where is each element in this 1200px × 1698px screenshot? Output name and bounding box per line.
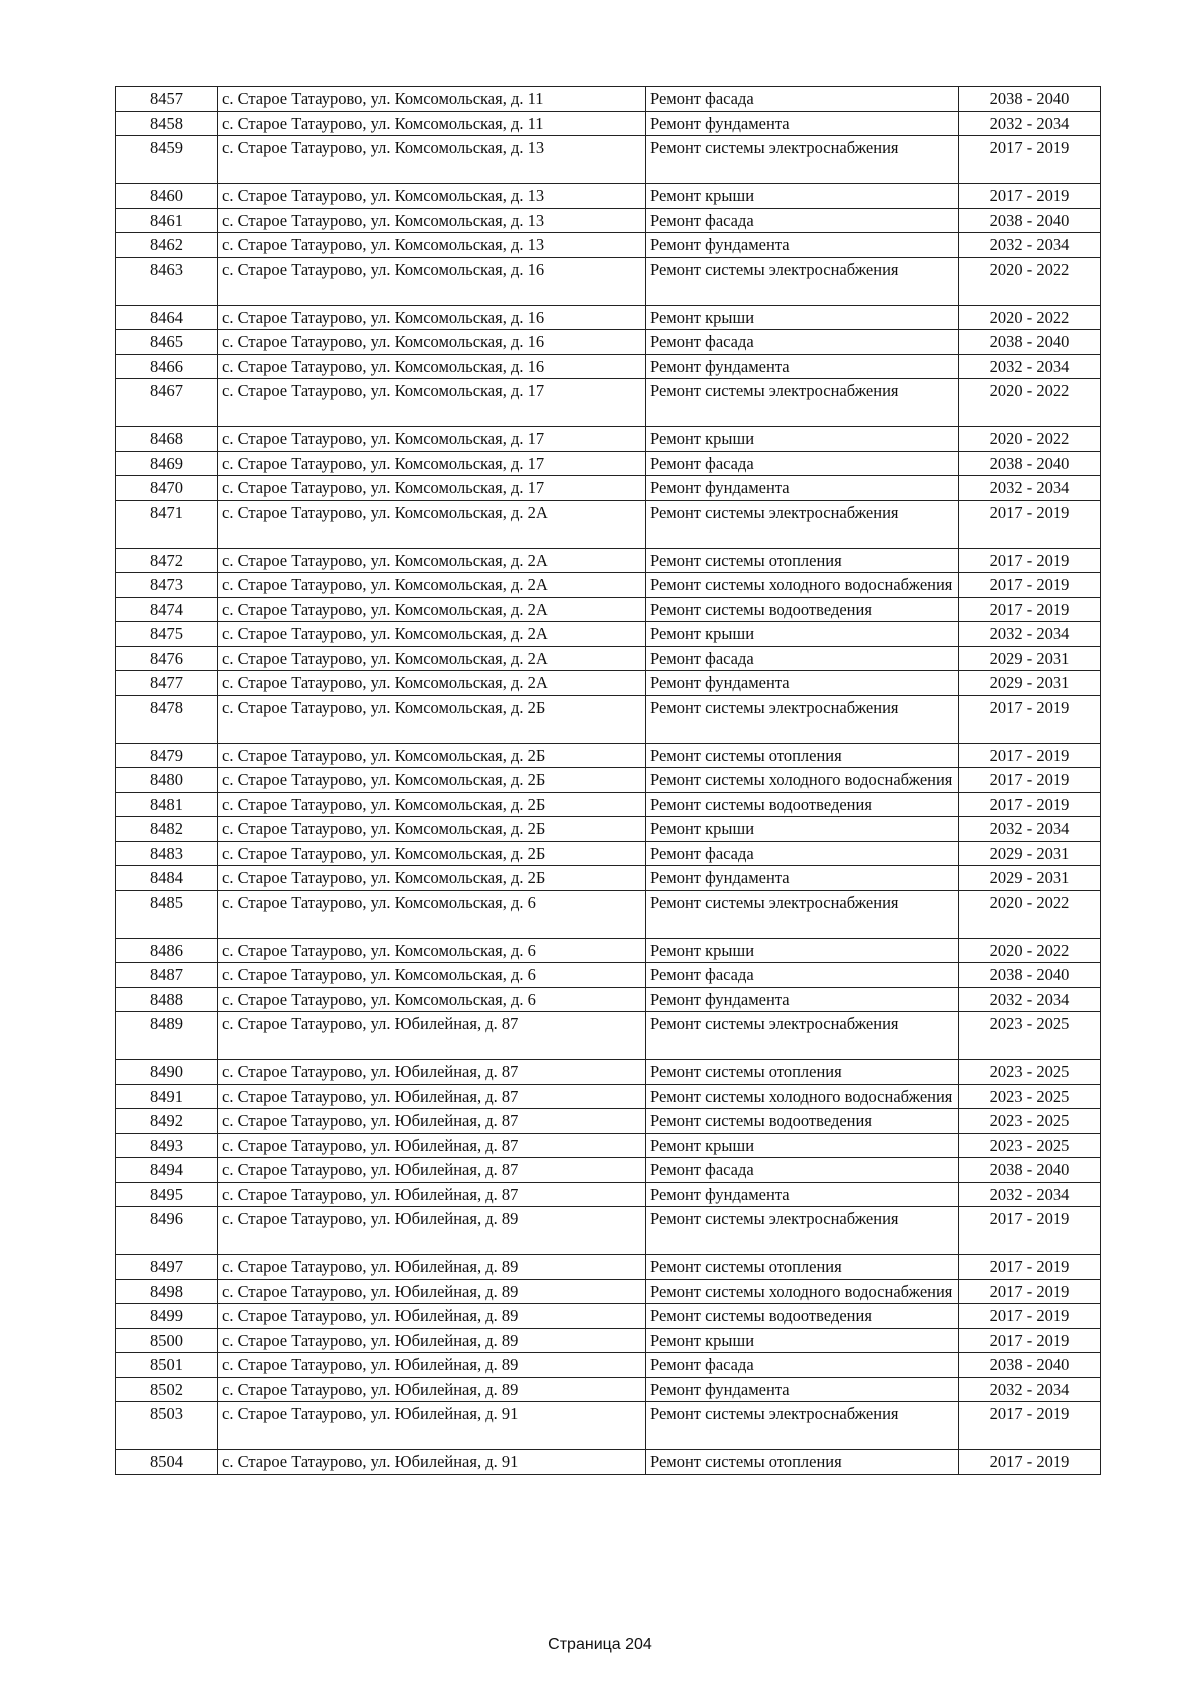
period-cell: 2017 - 2019 (959, 1207, 1101, 1255)
row-number-cell: 8484 (116, 866, 218, 891)
address-cell: с. Старое Татаурово, ул. Комсомольская, д. 13 (218, 233, 646, 258)
period-cell: 2032 - 2034 (959, 987, 1101, 1012)
row-number-cell: 8466 (116, 354, 218, 379)
period-cell: 2038 - 2040 (959, 330, 1101, 355)
row-number-cell: 8498 (116, 1279, 218, 1304)
address-cell: с. Старое Татаурово, ул. Комсомольская, д. 16 (218, 354, 646, 379)
table-row (116, 817, 1101, 842)
address-cell: с. Старое Татаурово, ул. Комсомольская, д. 16 (218, 305, 646, 330)
row-number-cell: 8464 (116, 305, 218, 330)
work-type-cell: Ремонт фасада (646, 330, 959, 355)
period-cell: 2020 - 2022 (959, 427, 1101, 452)
row-number-cell: 8468 (116, 427, 218, 452)
table-row (116, 866, 1101, 891)
address-cell: с. Старое Татаурово, ул. Комсомольская, д. 2А (218, 573, 646, 598)
table-row (116, 1353, 1101, 1378)
work-type-cell: Ремонт системы электроснабжения (646, 890, 959, 938)
row-number-cell: 8462 (116, 233, 218, 258)
period-cell: 2038 - 2040 (959, 208, 1101, 233)
period-cell: 2032 - 2034 (959, 817, 1101, 842)
row-number-cell: 8461 (116, 208, 218, 233)
work-type-cell: Ремонт фасада (646, 1353, 959, 1378)
period-cell: 2017 - 2019 (959, 136, 1101, 184)
period-cell: 2017 - 2019 (959, 695, 1101, 743)
address-cell: с. Старое Татаурово, ул. Комсомольская, д. 17 (218, 476, 646, 501)
table-row (116, 1012, 1101, 1060)
table-row (116, 622, 1101, 647)
row-number-cell: 8479 (116, 743, 218, 768)
address-cell: с. Старое Татаурово, ул. Комсомольская, д. 2А (218, 646, 646, 671)
work-type-cell: Ремонт крыши (646, 1328, 959, 1353)
row-number-cell: 8481 (116, 792, 218, 817)
address-cell: с. Старое Татаурово, ул. Комсомольская, д. 2Б (218, 792, 646, 817)
address-cell: с. Старое Татаурово, ул. Юбилейная, д. 89 (218, 1255, 646, 1280)
period-cell: 2038 - 2040 (959, 87, 1101, 112)
address-cell: с. Старое Татаурово, ул. Юбилейная, д. 89 (218, 1207, 646, 1255)
period-cell: 2020 - 2022 (959, 305, 1101, 330)
period-cell: 2032 - 2034 (959, 476, 1101, 501)
row-number-cell: 8495 (116, 1182, 218, 1207)
table-row (116, 379, 1101, 427)
table-row (116, 743, 1101, 768)
work-type-cell: Ремонт фундамента (646, 987, 959, 1012)
address-cell: с. Старое Татаурово, ул. Комсомольская, д. 2А (218, 500, 646, 548)
table-row (116, 1133, 1101, 1158)
address-cell: с. Старое Татаурово, ул. Комсомольская, д. 11 (218, 111, 646, 136)
work-type-cell: Ремонт крыши (646, 622, 959, 647)
address-cell: с. Старое Татаурово, ул. Комсомольская, д. 2Б (218, 695, 646, 743)
table-row (116, 1182, 1101, 1207)
table-row (116, 1255, 1101, 1280)
work-type-cell: Ремонт системы холодного водоснабжения (646, 1279, 959, 1304)
address-cell: с. Старое Татаурово, ул. Юбилейная, д. 89 (218, 1377, 646, 1402)
row-number-cell: 8490 (116, 1060, 218, 1085)
address-cell: с. Старое Татаурово, ул. Комсомольская, д. 11 (218, 87, 646, 112)
address-cell: с. Старое Татаурово, ул. Комсомольская, д. 2Б (218, 817, 646, 842)
row-number-cell: 8474 (116, 597, 218, 622)
row-number-cell: 8500 (116, 1328, 218, 1353)
row-number-cell: 8459 (116, 136, 218, 184)
table-row (116, 1402, 1101, 1450)
period-cell: 2020 - 2022 (959, 890, 1101, 938)
address-cell: с. Старое Татаурово, ул. Комсомольская, д. 13 (218, 136, 646, 184)
period-cell: 2038 - 2040 (959, 963, 1101, 988)
work-type-cell: Ремонт фундамента (646, 233, 959, 258)
period-cell: 2029 - 2031 (959, 671, 1101, 696)
period-cell: 2032 - 2034 (959, 111, 1101, 136)
address-cell: с. Старое Татаурово, ул. Комсомольская, д. 6 (218, 938, 646, 963)
work-type-cell: Ремонт системы электроснабжения (646, 136, 959, 184)
work-type-cell: Ремонт системы электроснабжения (646, 500, 959, 548)
table-row (116, 597, 1101, 622)
period-cell: 2020 - 2022 (959, 938, 1101, 963)
row-number-cell: 8470 (116, 476, 218, 501)
period-cell: 2029 - 2031 (959, 841, 1101, 866)
row-number-cell: 8485 (116, 890, 218, 938)
document-page (115, 86, 1100, 1475)
period-cell: 2023 - 2025 (959, 1133, 1101, 1158)
row-number-cell: 8487 (116, 963, 218, 988)
table-row (116, 671, 1101, 696)
row-number-cell: 8503 (116, 1402, 218, 1450)
table-row (116, 646, 1101, 671)
work-type-cell: Ремонт фасада (646, 963, 959, 988)
work-type-cell: Ремонт системы холодного водоснабжения (646, 768, 959, 793)
row-number-cell: 8457 (116, 87, 218, 112)
row-number-cell: 8473 (116, 573, 218, 598)
page-number: Страница 204 (548, 1636, 652, 1653)
period-cell: 2038 - 2040 (959, 1353, 1101, 1378)
table-row (116, 1450, 1101, 1475)
work-type-cell: Ремонт системы электроснабжения (646, 1207, 959, 1255)
row-number-cell: 8480 (116, 768, 218, 793)
address-cell: с. Старое Татаурово, ул. Юбилейная, д. 87 (218, 1182, 646, 1207)
work-type-cell: Ремонт системы электроснабжения (646, 257, 959, 305)
period-cell: 2017 - 2019 (959, 597, 1101, 622)
work-type-cell: Ремонт системы водоотведения (646, 1304, 959, 1329)
period-cell: 2017 - 2019 (959, 573, 1101, 598)
address-cell: с. Старое Татаурово, ул. Комсомольская, д. 17 (218, 451, 646, 476)
address-cell: с. Старое Татаурово, ул. Юбилейная, д. 89 (218, 1279, 646, 1304)
row-number-cell: 8482 (116, 817, 218, 842)
period-cell: 2029 - 2031 (959, 866, 1101, 891)
address-cell: с. Старое Татаурово, ул. Комсомольская, д. 2Б (218, 866, 646, 891)
table-body (116, 87, 1101, 1475)
work-type-cell: Ремонт фасада (646, 451, 959, 476)
address-cell: с. Старое Татаурово, ул. Комсомольская, д. 2А (218, 597, 646, 622)
work-type-cell: Ремонт фасада (646, 646, 959, 671)
period-cell: 2017 - 2019 (959, 1279, 1101, 1304)
work-type-cell: Ремонт крыши (646, 817, 959, 842)
row-number-cell: 8501 (116, 1353, 218, 1378)
work-type-cell: Ремонт системы отопления (646, 743, 959, 768)
row-number-cell: 8476 (116, 646, 218, 671)
period-cell: 2023 - 2025 (959, 1084, 1101, 1109)
table-row (116, 1304, 1101, 1329)
period-cell: 2023 - 2025 (959, 1060, 1101, 1085)
work-type-cell: Ремонт системы водоотведения (646, 597, 959, 622)
table-row (116, 548, 1101, 573)
period-cell: 2017 - 2019 (959, 548, 1101, 573)
period-cell: 2017 - 2019 (959, 792, 1101, 817)
period-cell: 2017 - 2019 (959, 500, 1101, 548)
work-type-cell: Ремонт системы холодного водоснабжения (646, 1084, 959, 1109)
work-type-cell: Ремонт фундамента (646, 476, 959, 501)
period-cell: 2032 - 2034 (959, 354, 1101, 379)
address-cell: с. Старое Татаурово, ул. Юбилейная, д. 89 (218, 1304, 646, 1329)
table-row (116, 1279, 1101, 1304)
work-type-cell: Ремонт системы водоотведения (646, 1109, 959, 1134)
work-type-cell: Ремонт крыши (646, 427, 959, 452)
table-row (116, 963, 1101, 988)
period-cell: 2017 - 2019 (959, 1402, 1101, 1450)
period-cell: 2032 - 2034 (959, 233, 1101, 258)
period-cell: 2023 - 2025 (959, 1012, 1101, 1060)
row-number-cell: 8478 (116, 695, 218, 743)
period-cell: 2017 - 2019 (959, 184, 1101, 209)
address-cell: с. Старое Татаурово, ул. Комсомольская, д. 13 (218, 208, 646, 233)
table-row (116, 257, 1101, 305)
work-type-cell: Ремонт фасада (646, 87, 959, 112)
row-number-cell: 8465 (116, 330, 218, 355)
table-row (116, 305, 1101, 330)
table-row (116, 1207, 1101, 1255)
work-type-cell: Ремонт системы электроснабжения (646, 1402, 959, 1450)
address-cell: с. Старое Татаурово, ул. Комсомольская, д. 17 (218, 379, 646, 427)
row-number-cell: 8489 (116, 1012, 218, 1060)
work-type-cell: Ремонт системы электроснабжения (646, 695, 959, 743)
work-type-cell: Ремонт системы отопления (646, 1255, 959, 1280)
work-type-cell: Ремонт фасада (646, 208, 959, 233)
work-type-cell: Ремонт фундамента (646, 1377, 959, 1402)
row-number-cell: 8492 (116, 1109, 218, 1134)
work-type-cell: Ремонт фасада (646, 841, 959, 866)
work-type-cell: Ремонт крыши (646, 1133, 959, 1158)
address-cell: с. Старое Татаурово, ул. Юбилейная, д. 89 (218, 1328, 646, 1353)
table-row (116, 573, 1101, 598)
row-number-cell: 8475 (116, 622, 218, 647)
row-number-cell: 8502 (116, 1377, 218, 1402)
work-type-cell: Ремонт крыши (646, 938, 959, 963)
period-cell: 2020 - 2022 (959, 379, 1101, 427)
row-number-cell: 8458 (116, 111, 218, 136)
address-cell: с. Старое Татаурово, ул. Юбилейная, д. 87 (218, 1158, 646, 1183)
period-cell: 2032 - 2034 (959, 622, 1101, 647)
table-row (116, 1328, 1101, 1353)
period-cell: 2038 - 2040 (959, 451, 1101, 476)
table-row (116, 500, 1101, 548)
period-cell: 2017 - 2019 (959, 1450, 1101, 1475)
work-type-cell: Ремонт фундамента (646, 1182, 959, 1207)
table-row (116, 354, 1101, 379)
table-row (116, 938, 1101, 963)
row-number-cell: 8491 (116, 1084, 218, 1109)
work-type-cell: Ремонт системы отопления (646, 1450, 959, 1475)
row-number-cell: 8494 (116, 1158, 218, 1183)
work-type-cell: Ремонт системы отопления (646, 1060, 959, 1085)
table-row (116, 1158, 1101, 1183)
table-row (116, 1084, 1101, 1109)
row-number-cell: 8486 (116, 938, 218, 963)
address-cell: с. Старое Татаурово, ул. Комсомольская, д. 6 (218, 987, 646, 1012)
row-number-cell: 8471 (116, 500, 218, 548)
address-cell: с. Старое Татаурово, ул. Юбилейная, д. 91 (218, 1450, 646, 1475)
period-cell: 2017 - 2019 (959, 743, 1101, 768)
row-number-cell: 8467 (116, 379, 218, 427)
work-type-cell: Ремонт фундамента (646, 866, 959, 891)
period-cell: 2038 - 2040 (959, 1158, 1101, 1183)
table-row (116, 768, 1101, 793)
period-cell: 2020 - 2022 (959, 257, 1101, 305)
address-cell: с. Старое Татаурово, ул. Комсомольская, д. 2Б (218, 841, 646, 866)
table-row (116, 111, 1101, 136)
row-number-cell: 8472 (116, 548, 218, 573)
table-row (116, 184, 1101, 209)
address-cell: с. Старое Татаурово, ул. Юбилейная, д. 91 (218, 1402, 646, 1450)
period-cell: 2029 - 2031 (959, 646, 1101, 671)
table-row (116, 792, 1101, 817)
period-cell: 2023 - 2025 (959, 1109, 1101, 1134)
address-cell: с. Старое Татаурово, ул. Юбилейная, д. 87 (218, 1109, 646, 1134)
row-number-cell: 8488 (116, 987, 218, 1012)
row-number-cell: 8504 (116, 1450, 218, 1475)
table-row (116, 1060, 1101, 1085)
work-type-cell: Ремонт фундамента (646, 671, 959, 696)
table-row (116, 233, 1101, 258)
row-number-cell: 8497 (116, 1255, 218, 1280)
address-cell: с. Старое Татаурово, ул. Комсомольская, д. 17 (218, 427, 646, 452)
row-number-cell: 8483 (116, 841, 218, 866)
address-cell: с. Старое Татаурово, ул. Комсомольская, д. 2А (218, 548, 646, 573)
address-cell: с. Старое Татаурово, ул. Юбилейная, д. 87 (218, 1012, 646, 1060)
table-row (116, 208, 1101, 233)
row-number-cell: 8477 (116, 671, 218, 696)
address-cell: с. Старое Татаурово, ул. Комсомольская, д. 2Б (218, 768, 646, 793)
row-number-cell: 8460 (116, 184, 218, 209)
row-number-cell: 8496 (116, 1207, 218, 1255)
table-row (116, 1109, 1101, 1134)
period-cell: 2032 - 2034 (959, 1182, 1101, 1207)
table-row (116, 87, 1101, 112)
address-cell: с. Старое Татаурово, ул. Комсомольская, д. 16 (218, 330, 646, 355)
address-cell: с. Старое Татаурово, ул. Юбилейная, д. 87 (218, 1084, 646, 1109)
repair-schedule-table (115, 86, 1101, 1475)
work-type-cell: Ремонт фундамента (646, 354, 959, 379)
work-type-cell: Ремонт системы электроснабжения (646, 379, 959, 427)
table-row (116, 841, 1101, 866)
table-row (116, 330, 1101, 355)
address-cell: с. Старое Татаурово, ул. Комсомольская, д. 16 (218, 257, 646, 305)
work-type-cell: Ремонт крыши (646, 184, 959, 209)
work-type-cell: Ремонт крыши (646, 305, 959, 330)
address-cell: с. Старое Татаурово, ул. Юбилейная, д. 87 (218, 1133, 646, 1158)
period-cell: 2032 - 2034 (959, 1377, 1101, 1402)
row-number-cell: 8463 (116, 257, 218, 305)
work-type-cell: Ремонт системы водоотведения (646, 792, 959, 817)
work-type-cell: Ремонт фундамента (646, 111, 959, 136)
row-number-cell: 8493 (116, 1133, 218, 1158)
table-row (116, 987, 1101, 1012)
period-cell: 2017 - 2019 (959, 1328, 1101, 1353)
address-cell: с. Старое Татаурово, ул. Комсомольская, д. 2Б (218, 743, 646, 768)
period-cell: 2017 - 2019 (959, 1255, 1101, 1280)
row-number-cell: 8499 (116, 1304, 218, 1329)
address-cell: с. Старое Татаурово, ул. Юбилейная, д. 87 (218, 1060, 646, 1085)
table-row (116, 136, 1101, 184)
work-type-cell: Ремонт системы электроснабжения (646, 1012, 959, 1060)
table-row (116, 890, 1101, 938)
period-cell: 2017 - 2019 (959, 1304, 1101, 1329)
address-cell: с. Старое Татаурово, ул. Комсомольская, д. 6 (218, 890, 646, 938)
address-cell: с. Старое Татаурово, ул. Юбилейная, д. 89 (218, 1353, 646, 1378)
work-type-cell: Ремонт фасада (646, 1158, 959, 1183)
table-row (116, 695, 1101, 743)
period-cell: 2017 - 2019 (959, 768, 1101, 793)
work-type-cell: Ремонт системы отопления (646, 548, 959, 573)
table-row (116, 476, 1101, 501)
address-cell: с. Старое Татаурово, ул. Комсомольская, д. 13 (218, 184, 646, 209)
work-type-cell: Ремонт системы холодного водоснабжения (646, 573, 959, 598)
address-cell: с. Старое Татаурово, ул. Комсомольская, д. 2А (218, 622, 646, 647)
row-number-cell: 8469 (116, 451, 218, 476)
table-row (116, 451, 1101, 476)
address-cell: с. Старое Татаурово, ул. Комсомольская, д. 2А (218, 671, 646, 696)
table-row (116, 1377, 1101, 1402)
table-row (116, 427, 1101, 452)
address-cell: с. Старое Татаурово, ул. Комсомольская, д. 6 (218, 963, 646, 988)
